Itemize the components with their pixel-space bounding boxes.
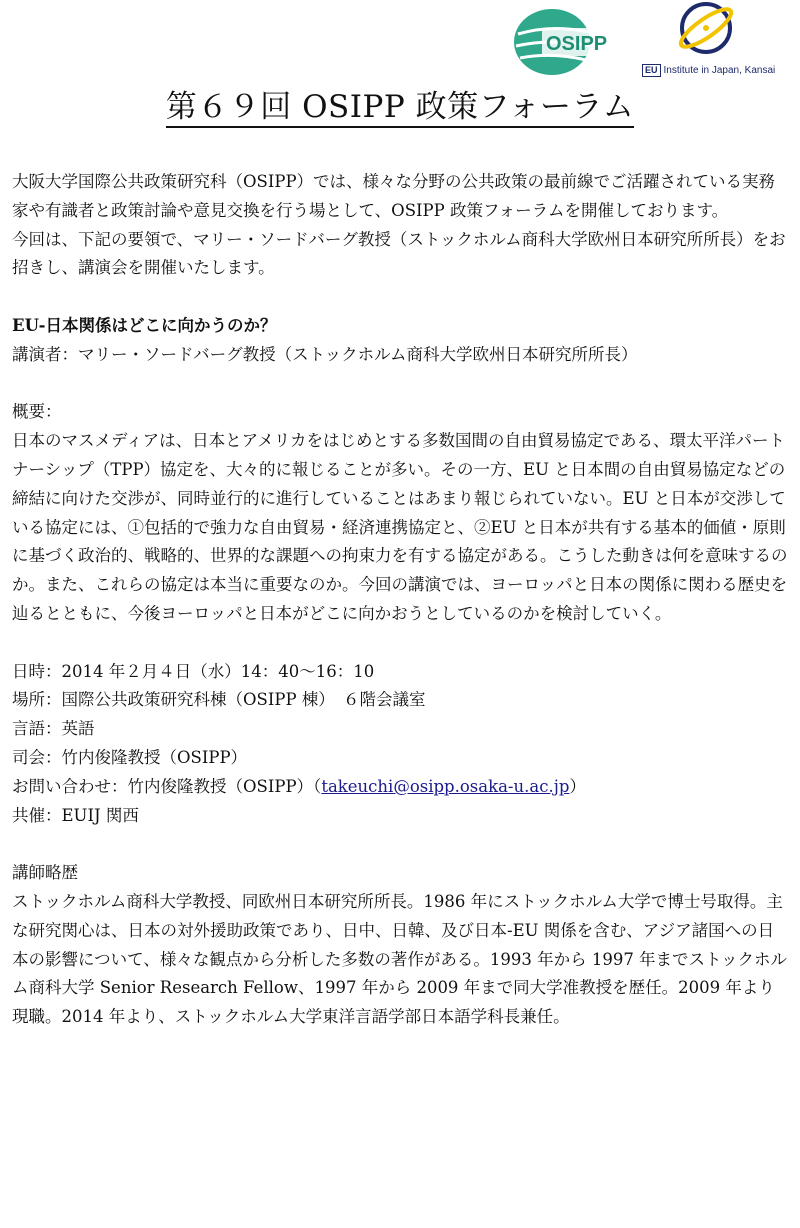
document-body bbox=[12, 168, 790, 1032]
summary-body: 日本のマスメディアは、日本とアメリカをはじめとする多数国間の自由貿易協定である、環太平洋パートナーシップ（TPP）協定を、大々的に報じることが多い。その一方、EU と日本間の自由貿易協定などの締結に向けた交渉が、同時並行的に進行していることはあまり報じられていない。EU と日本が交渉している協定には、①包括的で強力な自由貿易・経済連携協定と、②EU と日本が共有する基本的価値・原則に基づく政治的、戦略的、世界的な課題への拘束力を有する協定がある。こうした動きは何を意味するのか。また、これらの協定は本当に重要なのか。今回の講演では、ヨーロッパと日本の関係に関わる歴史を辿るとともに、今後ヨーロッパと日本がどこに向かおうとしているのかを検討していく。 bbox=[12, 431, 788, 623]
eu-institute-box: EU bbox=[642, 64, 661, 77]
osipp-logo bbox=[512, 6, 618, 76]
spacer bbox=[12, 830, 790, 859]
lecture-speaker: 講演者：マリー・ソードバーグ教授（ストックホルム商科大学欧州日本研究所所長） bbox=[12, 344, 638, 364]
page-title-text: 第６９回 OSIPP 政策フォーラム bbox=[166, 89, 634, 128]
event-chair: 司会：竹内俊隆教授（OSIPP） bbox=[12, 747, 248, 767]
osipp-logo-text: OSIPP bbox=[546, 33, 608, 55]
eu-institute-caption bbox=[642, 63, 800, 77]
event-cohost: 共催：EUIJ 関西 bbox=[12, 805, 139, 825]
bio-heading: 講師略歴 bbox=[12, 863, 78, 883]
intro-paragraph-2: 今回は、下記の要領で、マリー・ソードバーグ教授（ストックホルム商科大学欧州日本研究所所長）をお招きし、講演会を開催いたします。 bbox=[12, 229, 786, 278]
eu-institute-emblem-icon bbox=[642, 0, 800, 62]
lecture-topic: EU-日本関係はどこに向かうのか？ bbox=[12, 315, 277, 335]
eu-institute-text: Institute in Japan, Kansai bbox=[663, 64, 776, 76]
summary-heading: 概要： bbox=[12, 402, 62, 422]
spacer bbox=[12, 629, 790, 658]
intro-paragraph-1: 大阪大学国際公共政策研究科（OSIPP）では、様々な分野の公共政策の最前線でご活躍されている実務家や有識者と政策討論や意見交換を行う場として、OSIPP 政策フォーラムを開催しております。 bbox=[12, 172, 776, 220]
event-language: 言語：英語 bbox=[12, 719, 95, 739]
eu-institute-logo bbox=[642, 0, 800, 80]
bio-body: ストックホルム商科大学教授、同欧州日本研究所所長。1986 年にストックホルム大学で博士号取得。主な研究関心は、日本の対外援助政策であり、日中、日韓、及び日本-EU 関係を含む、アジア諸国への日本の影響について、様々な観点から分析した多数の著作がある。1993 年から 1997 年までストックホルム商科大学 Senior Research Fellow、1997 年から 2009 年まで同大学准教授を歴任。2009 年より現職。2014 年より、ストックホルム大学東洋言語学部日本語学科長兼任。 bbox=[12, 891, 788, 1027]
spacer bbox=[12, 370, 790, 399]
contact-email-link[interactable]: takeuchi@osipp.osaka-u.ac.jp bbox=[321, 776, 570, 796]
event-contact bbox=[12, 773, 790, 802]
header-logos bbox=[0, 0, 800, 90]
osipp-globe-icon bbox=[512, 6, 618, 76]
event-datetime: 日時：2014 年２月４日（水）14：40～16：10 bbox=[12, 661, 375, 681]
contact-suffix: ） bbox=[569, 776, 586, 796]
contact-prefix: お問い合わせ：竹内俊隆教授（OSIPP）（ bbox=[12, 776, 322, 796]
spacer bbox=[12, 283, 790, 312]
event-venue: 場所：国際公共政策研究科棟（OSIPP 棟） ６階会議室 bbox=[12, 690, 426, 710]
page-title bbox=[0, 84, 800, 130]
